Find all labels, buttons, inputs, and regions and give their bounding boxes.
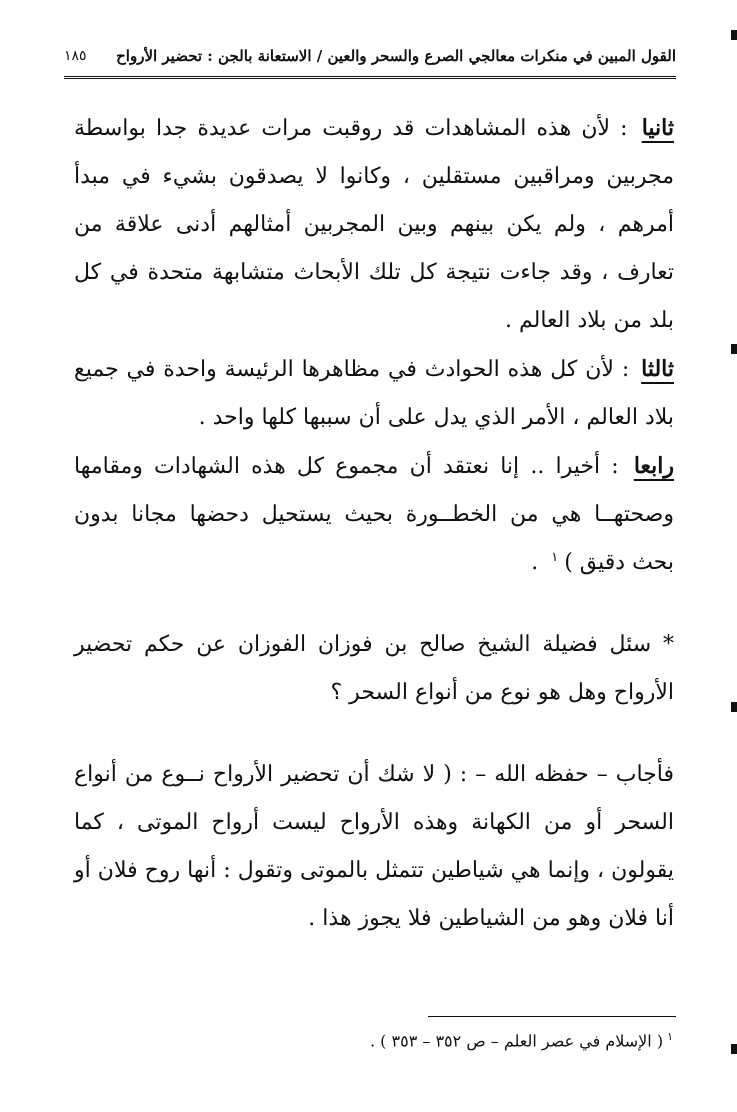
paragraph-text: : لأن كل هذه الحوادث في مظاهرها الرئيسة واحدة في جميع بلاد العالم ، الأمر الذي يدل على أن سببها كلها واحد . xyxy=(74,357,674,430)
page-edge-mark xyxy=(731,30,737,40)
running-header xyxy=(64,36,676,79)
paragraph-second-reason xyxy=(74,104,674,345)
paragraph-text: : أخيرا .. إنا نعتقد أن مجموع كل هذه الشهادات ومقامها وصحتهــا هي من الخطــورة بحيث يستحيل دحضها مجانا بدون بحث دقيق ) xyxy=(74,454,674,575)
footnote-reference[interactable]: ١ xyxy=(551,549,559,565)
paragraph-fourth-reason xyxy=(74,442,674,587)
footnote-marker: ١ xyxy=(667,1030,673,1043)
running-header-title: القول المبين في منكرات معالجي الصرع والسحر والعين / الاستعانة بالجن : تحضير الأرواح xyxy=(116,47,676,65)
page-edge-mark xyxy=(731,702,737,712)
paragraph-text: : لأن هذه المشاهدات قد روقبت مرات عديدة جدا بواسطة مجربين ومراقبين مستقلين ، وكانوا لا يصدقون بشيء في مبدأ أمرهم ، ولم يكن بينهم وبين المجربين أمثالهم أدنى علاقة من تعارف ، وقد جاءت نتيجة كل تلك الأبحاث متشابهة متحدة في كل بلد من بلاد العالم . xyxy=(74,116,674,333)
page-edge-mark xyxy=(731,344,737,354)
footnote xyxy=(73,1030,673,1050)
footnote-text: ( الإسلام في عصر العلم – ص ٣٥٢ – ٣٥٣ ) . xyxy=(370,1031,664,1051)
question-paragraph: * سئل فضيلة الشيخ صالح بن فوزان الفوزان عن حكم تحضير الأرواح وهل هو نوع من أنواع السحر ؟ xyxy=(74,632,674,705)
paragraph-label: ثالثا xyxy=(641,356,674,382)
body-text xyxy=(74,104,674,943)
paragraph-tail: . xyxy=(531,550,546,575)
page-number: ١٨٥ xyxy=(64,48,87,64)
answer-paragraph: فأجاب – حفظه الله – : ( لا شك أن تحضير الأرواح نــوع من أنواع السحر أو من الكهانة وهذه الأرواح ليست أرواح الموتى ، كما يقولون ، وإنما هي شياطين تتمثل بالموتى وتقول : أنها روح فلان أو أنا فلان وهو من الشياطين فلا يجوز هذا . xyxy=(74,762,674,931)
footnote-separator xyxy=(428,1016,676,1017)
paragraph-label: رابعا xyxy=(633,453,674,479)
paragraph-label: ثانيا xyxy=(641,115,674,141)
paragraph-third-reason xyxy=(74,345,674,442)
page-edge-mark xyxy=(731,1044,737,1054)
